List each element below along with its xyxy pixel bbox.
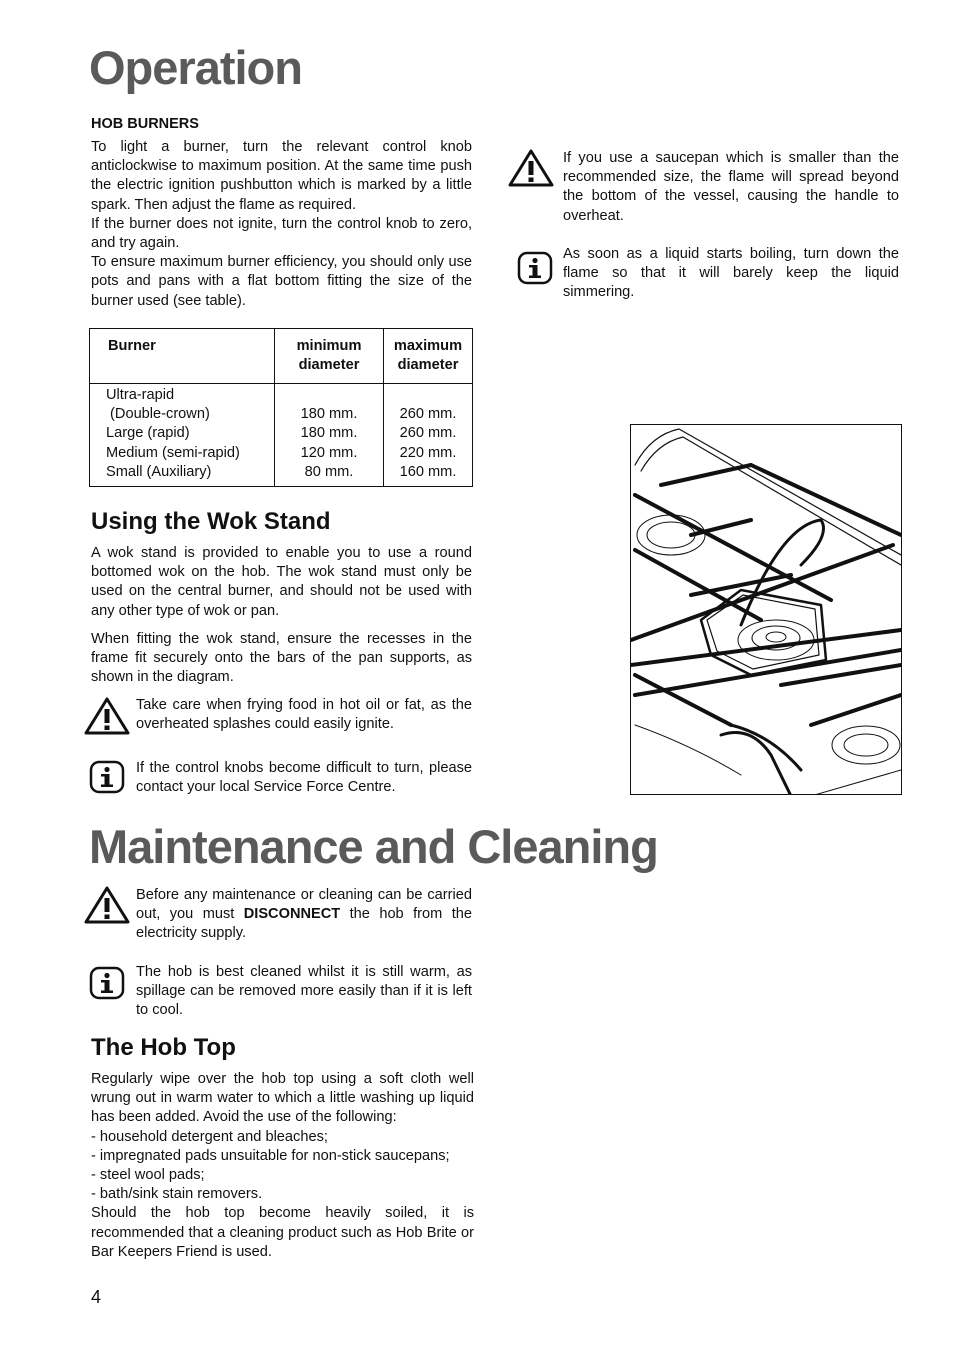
hob-top-heading: The Hob Top — [91, 1034, 236, 1061]
paragraph: If the burner does not ignite, turn the control knob to zero, and try again. — [91, 215, 472, 252]
info-icon — [89, 760, 125, 794]
burner-size-table — [89, 328, 473, 487]
table-header-row — [90, 329, 473, 384]
disconnect-emphasis: DISCONNECT — [243, 906, 341, 923]
page-number: 4 — [91, 1287, 102, 1307]
list-item: - bath/sink stain removers. — [91, 1186, 263, 1203]
list-item: - impregnated pads unsuitable for non-stick saucepans; — [91, 1147, 450, 1164]
list-item: - household detergent and bleaches; — [91, 1128, 328, 1145]
info-icon — [517, 251, 553, 285]
hob-wok-stand-illustration — [631, 425, 902, 795]
table-cell: 180 mm. — [300, 406, 358, 423]
header-max: maximum diameter — [384, 329, 473, 384]
table-cell: Large (rapid) — [106, 425, 190, 442]
table-cell: 260 mm. — [399, 425, 457, 442]
saucepan-warning-text: If you use a saucepan which is smaller than the recommended size, the flame will spread beyond the bottom of the vessel, causing the handle to overheat. — [563, 150, 899, 224]
boiling-info-text: As soon as a liquid starts boiling, turn down the flame so that it will barely keep the liquid simmering. — [563, 246, 899, 301]
warning-triangle-icon — [83, 885, 131, 925]
table-cell: Ultra-rapid — [106, 387, 175, 403]
table-cell: 260 mm. — [399, 406, 457, 423]
warning-text-pre: Before any maintenance or cleaning can be carried out, you must — [136, 887, 472, 923]
warning-text-post: the hob from the electricity supply. — [136, 906, 472, 942]
warning-triangle-icon — [83, 696, 131, 736]
maintenance-title: Maintenance and Cleaning — [89, 820, 658, 873]
wok-para-2: When fitting the wok stand, ensure the recesses in the frame fit securely onto the bars of the pan supports, as shown in the diagram. — [91, 631, 472, 686]
table-cell: 160 mm. — [399, 463, 457, 480]
header-min: minimum diameter — [275, 329, 384, 384]
hob-burners-heading: HOB BURNERS — [91, 116, 199, 132]
table-cell: Medium (semi-rapid) — [106, 444, 240, 461]
table-cell — [390, 386, 466, 405]
wok-stand-diagram — [630, 424, 902, 795]
list-item: - steel wool pads; — [91, 1167, 205, 1184]
table-cell: 180 mm. — [300, 425, 358, 442]
table-cell: 80 mm. — [304, 463, 354, 480]
paragraph: Regularly wipe over the hob top using a soft cloth well wrung out in warm water to which a little washing up liquid has been added. Avoid the use of the following: — [91, 1071, 474, 1126]
paragraph: Should the hob top become heavily soiled, it is recommended that a cleaning product such as Hob Brite or Bar Keepers Friend is used. — [91, 1205, 474, 1260]
hob-burners-text — [91, 138, 472, 311]
hob-top-text — [91, 1070, 474, 1262]
wok-info-text: If the control knobs become difficult to turn, please contact your local Service Force Centre. — [136, 760, 472, 796]
header-burner: Burner — [90, 329, 275, 384]
table-cell: Small (Auxiliary) — [106, 463, 212, 480]
maintenance-info-text: The hob is best cleaned whilst it is still warm, as spillage can be removed more easily than if it is left to cool. — [136, 964, 472, 1019]
wok-stand-heading: Using the Wok Stand — [91, 508, 331, 535]
table-cell — [281, 386, 377, 405]
table-cell: 120 mm. — [300, 444, 358, 461]
paragraph: To light a burner, turn the relevant control knob anticlockwise to maximum position. At the same time push the electric ignition pushbutton which is marked by a little spark. Then adjust the flame as required. — [91, 139, 472, 213]
operation-title: Operation — [89, 41, 302, 94]
table-cell: (Double-crown) — [106, 406, 210, 423]
maintenance-warning-text — [136, 886, 472, 944]
table-row — [90, 384, 473, 487]
info-icon — [89, 966, 125, 1000]
wok-para-1: A wok stand is provided to enable you to use a round bottomed wok on the hob. The wok stand must only be used on the central burner, and should not be used with any other type of wok or pan. — [91, 545, 472, 619]
warning-triangle-icon — [507, 148, 555, 188]
wok-warning-text: Take care when frying food in hot oil or fat, as the overheated splashes could easily ignite. — [136, 697, 472, 733]
paragraph: To ensure maximum burner efficiency, you should only use pots and pans with a flat bottom fitting the size of the burner used (see table). — [91, 254, 472, 309]
table-cell: 220 mm. — [399, 444, 457, 461]
